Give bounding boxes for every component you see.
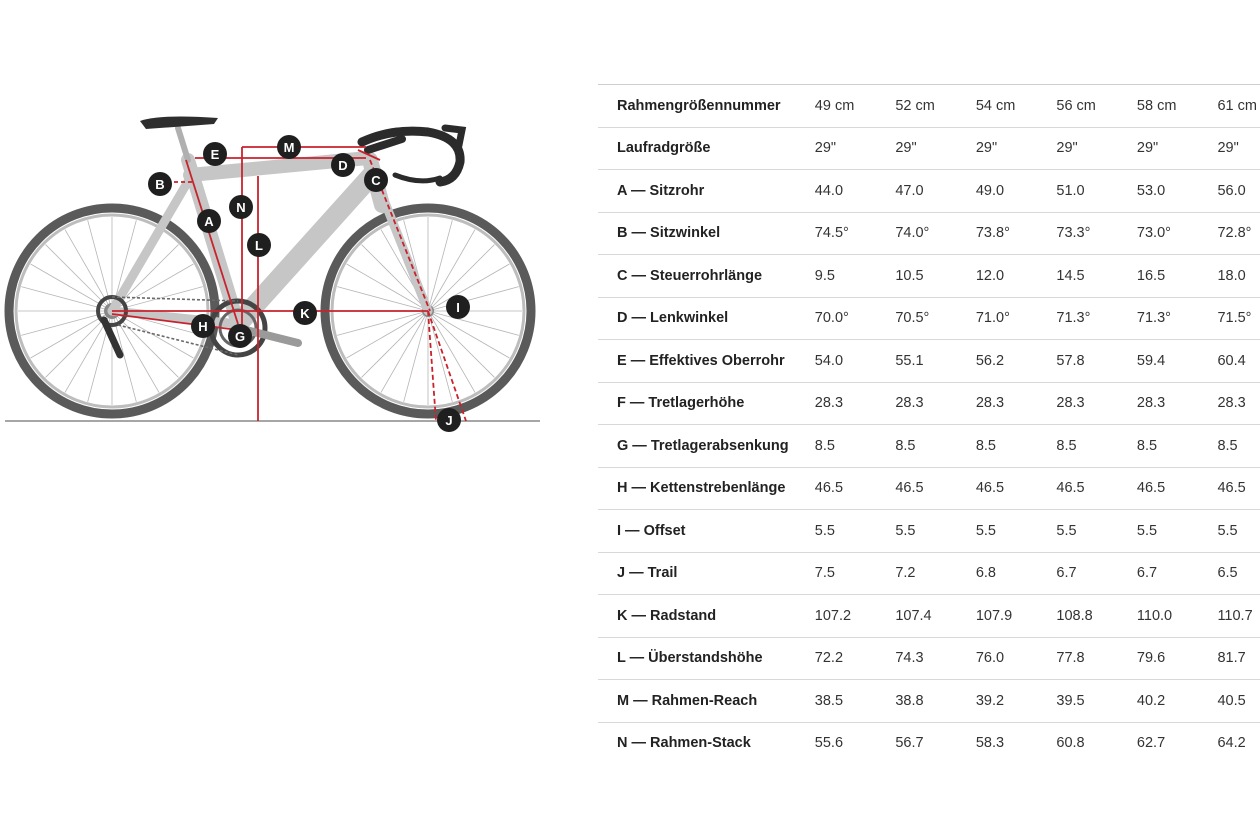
- row-value: 46.5: [976, 467, 1057, 510]
- label-G: [228, 324, 252, 348]
- row-value: 44.0: [815, 170, 896, 213]
- row-value: 74.0°: [895, 212, 976, 255]
- row-value: 79.6: [1137, 637, 1218, 680]
- row-value: 46.5: [815, 467, 896, 510]
- row-label: Laufradgröße: [598, 127, 815, 170]
- row-label: F — Tretlagerhöhe: [598, 382, 815, 425]
- row-value: 70.0°: [815, 297, 896, 340]
- row-value: 28.3: [1137, 382, 1218, 425]
- row-value: 8.5: [976, 425, 1057, 468]
- row-value: 29": [1217, 127, 1260, 170]
- svg-text:H: H: [198, 319, 208, 334]
- row-value: 46.5: [1137, 467, 1218, 510]
- svg-text:A: A: [204, 214, 214, 229]
- table-row: [598, 722, 1260, 764]
- row-value: 110.7: [1217, 595, 1260, 638]
- row-value: 5.5: [895, 510, 976, 553]
- spoke: [428, 311, 519, 335]
- row-value: 6.7: [1056, 552, 1137, 595]
- row-value: 56.2: [976, 340, 1057, 383]
- row-value: 39.2: [976, 680, 1057, 723]
- table-row: [598, 340, 1260, 383]
- row-value: 8.5: [1137, 425, 1218, 468]
- row-value: 8.5: [1056, 425, 1137, 468]
- row-value: 51.0: [1056, 170, 1137, 213]
- svg-text:J: J: [445, 413, 453, 428]
- row-value: 28.3: [1217, 382, 1260, 425]
- row-value: 28.3: [815, 382, 896, 425]
- table-row: [598, 425, 1260, 468]
- row-value: 71.3°: [1137, 297, 1218, 340]
- label-H: [191, 314, 215, 338]
- row-value: 59.4: [1137, 340, 1218, 383]
- row-value: 74.3: [895, 637, 976, 680]
- row-value: 28.3: [1056, 382, 1137, 425]
- size-header-cell: 52 cm: [895, 85, 976, 128]
- row-value: 28.3: [895, 382, 976, 425]
- row-label: D — Lenkwinkel: [598, 297, 815, 340]
- row-value: 81.7: [1217, 637, 1260, 680]
- svg-text:E: E: [210, 147, 220, 162]
- row-value: 55.6: [815, 722, 896, 764]
- size-header-cell: 58 cm: [1137, 85, 1218, 128]
- row-value: 58.3: [976, 722, 1057, 764]
- row-value: 9.5: [815, 255, 896, 298]
- size-header-cell: 54 cm: [976, 85, 1057, 128]
- row-value: 29": [976, 127, 1057, 170]
- svg-text:G: G: [234, 329, 246, 344]
- row-value: 56.0: [1217, 170, 1260, 213]
- row-value: 29": [895, 127, 976, 170]
- geometry-table: [598, 84, 1260, 764]
- row-value: 77.8: [1056, 637, 1137, 680]
- row-value: 70.5°: [895, 297, 976, 340]
- table-row: [598, 212, 1260, 255]
- row-value: 28.3: [976, 382, 1057, 425]
- row-value: 14.5: [1056, 255, 1137, 298]
- row-value: 73.3°: [1056, 212, 1137, 255]
- row-value: 7.2: [895, 552, 976, 595]
- spoke: [337, 287, 428, 311]
- row-value: 46.5: [895, 467, 976, 510]
- row-value: 46.5: [1217, 467, 1260, 510]
- svg-text:C: C: [371, 173, 381, 188]
- row-value: 74.5°: [815, 212, 896, 255]
- row-value: 107.2: [815, 595, 896, 638]
- row-value: 29": [815, 127, 896, 170]
- row-value: 54.0: [815, 340, 896, 383]
- table-row: [598, 552, 1260, 595]
- label-J: [437, 408, 461, 432]
- row-value: 53.0: [1137, 170, 1218, 213]
- table-row: [598, 467, 1260, 510]
- row-value: 47.0: [895, 170, 976, 213]
- row-value: 8.5: [815, 425, 896, 468]
- row-value: 16.5: [1137, 255, 1218, 298]
- row-value: 71.0°: [976, 297, 1057, 340]
- table-row: [598, 382, 1260, 425]
- row-value: 76.0: [976, 637, 1057, 680]
- row-value: 12.0: [976, 255, 1057, 298]
- row-value: 107.4: [895, 595, 976, 638]
- row-value: 38.5: [815, 680, 896, 723]
- table-row: [598, 255, 1260, 298]
- row-value: 5.5: [1137, 510, 1218, 553]
- row-value: 6.7: [1137, 552, 1218, 595]
- row-value: 46.5: [1056, 467, 1137, 510]
- table-row: [598, 510, 1260, 553]
- row-label: H — Kettenstrebenlänge: [598, 467, 815, 510]
- row-value: 60.8: [1056, 722, 1137, 764]
- row-value: 8.5: [1217, 425, 1260, 468]
- row-label: L — Überstandshöhe: [598, 637, 815, 680]
- row-value: 38.8: [895, 680, 976, 723]
- svg-text:M: M: [283, 140, 295, 155]
- row-value: 57.8: [1056, 340, 1137, 383]
- row-value: 6.5: [1217, 552, 1260, 595]
- spoke: [347, 311, 428, 358]
- row-label: I — Offset: [598, 510, 815, 553]
- label-N: [229, 195, 253, 219]
- spoke: [381, 311, 428, 392]
- spoke: [428, 220, 452, 311]
- spoke: [428, 287, 519, 311]
- row-value: 6.8: [976, 552, 1057, 595]
- size-header-cell: 56 cm: [1056, 85, 1137, 128]
- row-value: 49.0: [976, 170, 1057, 213]
- table-row: [598, 637, 1260, 680]
- spoke: [428, 311, 509, 358]
- svg-text:I: I: [456, 300, 460, 315]
- row-value: 29": [1056, 127, 1137, 170]
- table-row: [598, 595, 1260, 638]
- row-value: 40.2: [1137, 680, 1218, 723]
- table-row: [598, 680, 1260, 723]
- row-value: 10.5: [895, 255, 976, 298]
- row-value: 29": [1137, 127, 1218, 170]
- label-B: [148, 172, 172, 196]
- table-row: [598, 127, 1260, 170]
- label-C: [364, 168, 388, 192]
- svg-text:D: D: [338, 158, 348, 173]
- svg-text:B: B: [155, 177, 165, 192]
- svg-text:N: N: [236, 200, 246, 215]
- row-value: 107.9: [976, 595, 1057, 638]
- row-value: 73.0°: [1137, 212, 1218, 255]
- label-A: [197, 209, 221, 233]
- row-label: E — Effektives Oberrohr: [598, 340, 815, 383]
- row-label: B — Sitzwinkel: [598, 212, 815, 255]
- row-value: 64.2: [1217, 722, 1260, 764]
- svg-text:K: K: [300, 306, 310, 321]
- row-value: 62.7: [1137, 722, 1218, 764]
- label-K: [293, 301, 317, 325]
- label-E: [203, 142, 227, 166]
- label-I: [446, 295, 470, 319]
- row-value: 108.8: [1056, 595, 1137, 638]
- size-header-label: Rahmengrößennummer: [598, 85, 815, 128]
- spoke: [428, 311, 452, 402]
- spoke: [428, 311, 494, 377]
- spoke: [362, 311, 428, 377]
- row-label: N — Rahmen-Stack: [598, 722, 815, 764]
- size-header-cell: 61 cm: [1217, 85, 1260, 128]
- row-label: M — Rahmen-Reach: [598, 680, 815, 723]
- row-label: J — Trail: [598, 552, 815, 595]
- row-value: 72.2: [815, 637, 896, 680]
- row-value: 5.5: [1056, 510, 1137, 553]
- row-value: 8.5: [895, 425, 976, 468]
- table-row: [598, 170, 1260, 213]
- spoke: [337, 311, 428, 335]
- row-value: 56.7: [895, 722, 976, 764]
- row-value: 7.5: [815, 552, 896, 595]
- label-M: [277, 135, 301, 159]
- row-value: 5.5: [1217, 510, 1260, 553]
- row-value: 73.8°: [976, 212, 1057, 255]
- label-D: [331, 153, 355, 177]
- row-label: K — Radstand: [598, 595, 815, 638]
- row-label: G — Tretlagerabsenkung: [598, 425, 815, 468]
- row-value: 60.4: [1217, 340, 1260, 383]
- label-L: [247, 233, 271, 257]
- row-value: 5.5: [976, 510, 1057, 553]
- size-header-cell: 49 cm: [815, 85, 896, 128]
- table-row: [598, 297, 1260, 340]
- row-value: 40.5: [1217, 680, 1260, 723]
- row-value: 5.5: [815, 510, 896, 553]
- table-header-row: [598, 85, 1260, 128]
- row-label: C — Steuerrohrlänge: [598, 255, 815, 298]
- spoke: [404, 311, 428, 402]
- row-value: 71.3°: [1056, 297, 1137, 340]
- row-value: 72.8°: [1217, 212, 1260, 255]
- svg-text:L: L: [255, 238, 263, 253]
- row-label: A — Sitzrohr: [598, 170, 815, 213]
- row-value: 110.0: [1137, 595, 1218, 638]
- row-value: 55.1: [895, 340, 976, 383]
- bike-geometry-diagram: [0, 100, 545, 440]
- row-value: 71.5°: [1217, 297, 1260, 340]
- row-value: 39.5: [1056, 680, 1137, 723]
- row-value: 18.0: [1217, 255, 1260, 298]
